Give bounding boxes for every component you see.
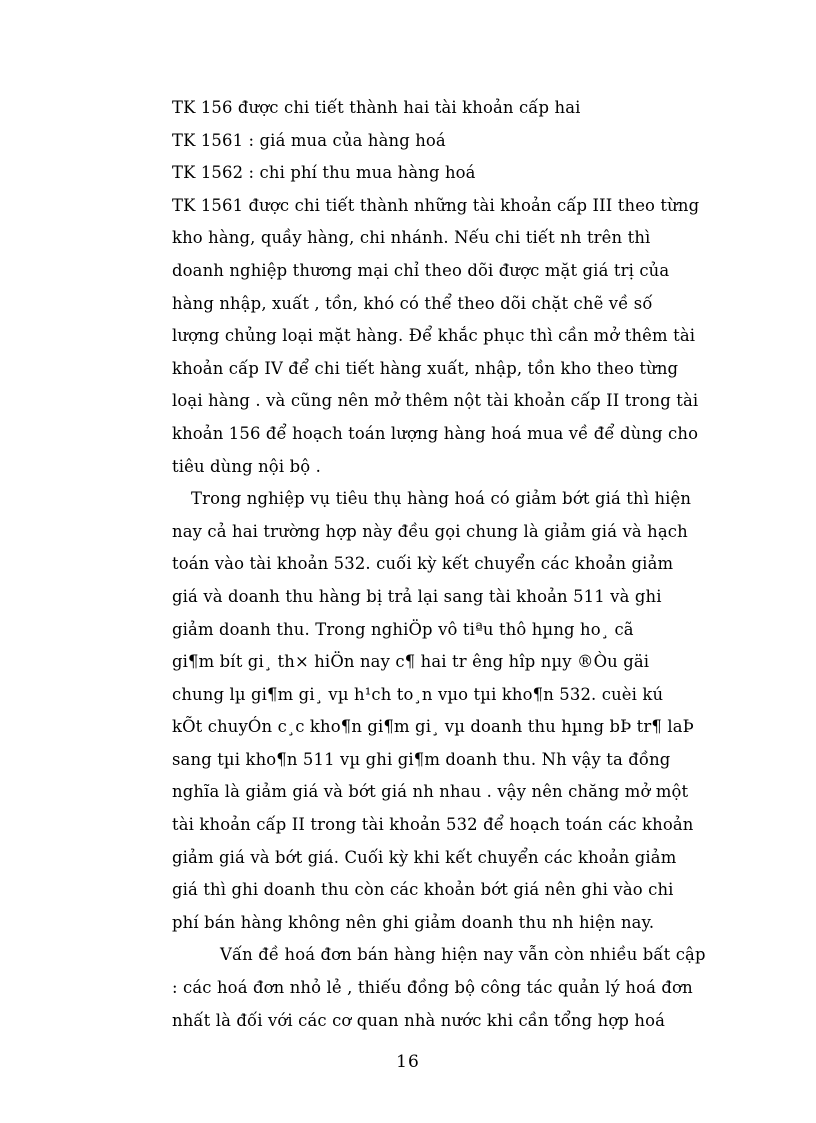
page-number: 16 [396,1052,420,1072]
text-line: nhất là đối với các cơ quan nhà nước khi cần tổng hợp hoá [172,1010,666,1030]
text-line: TK 1561 được chi tiết thành những tài khoản cấp III theo từng [172,195,700,215]
text-line: giảm doanh thu. Trong nghiÖp vô tiªu thô hµng ho¸ cã [172,619,634,639]
text-line: giảm giá và bớt giá. Cuối kỳ khi kết chuyển các khoản giảm [172,847,677,867]
body-text [172,92,752,1037]
text-line: tiêu dùng nội bộ . [172,456,321,476]
text-line: nay cả hai trường hợp này đều gọi chung là giảm giá và hạch [172,521,688,541]
text-line: loại hàng . và cũng nên mở thêm nột tài khoản cấp II trong tài [172,391,699,411]
text-line: TK 156 được chi tiết thành hai tài khoản cấp hai [172,98,581,117]
text-line: tài khoản cấp II trong tài khoản 532 để hoạch toán các khoản [172,815,694,835]
text-line: giá và doanh thu hàng bị trả lại sang tài khoản 511 và ghi [172,586,662,606]
text-line: lượng chủng loại mặt hàng. Để khắc phục thì cần mở thêm tài [172,326,696,346]
text-line: nghĩa là giảm giá và bớt giá nh nhau . vậy nên chăng mở một [172,782,689,802]
text-line: phí bán hàng không nên ghi giảm doanh thu nh hiện nay. [172,912,655,932]
text-line: sang tµi kho¶n 511 vµ ghi gi¶m doanh thu. Nh vậy ta đồng [172,749,671,769]
text-line: Vấn đề hoá đơn bán hàng hiện nay vẫn còn nhiều bất cập [220,945,706,965]
text-line: kho hàng, quầy hàng, chi nhánh. Nếu chi tiết nh trên thì [172,228,651,248]
text-line: : các hoá đơn nhỏ lẻ , thiếu đồng bộ công tác quản lý hoá đơn [172,978,693,998]
text-line: kÕt chuyÓn c¸c kho¶n gi¶m gi¸ vµ doanh thu hµng bÞ tr¶ laÞ [172,717,694,737]
text-line: hàng nhập, xuất , tồn, khó có thể theo dõi chặt chẽ về số [172,293,653,313]
text-line: gi¶m bít gi¸ th× hiÖn nay c¶ hai tr êng hîp nµy ®Òu gäi [172,652,650,672]
text-line: doanh nghiệp thương mại chỉ theo dõi được mặt giá trị của [172,260,670,280]
text-line: khoản 156 để hoạch toán lượng hàng hoá mua về để dùng cho [172,423,699,443]
text-line: TK 1561 : giá mua của hàng hoá [172,130,446,150]
text-line: TK 1562 : chi phí thu mua hàng hoá [172,163,476,183]
text-line: toán vào tài khoản 532. cuối kỳ kết chuyển các khoản giảm [172,554,674,574]
text-line: chung lµ gi¶m gi¸ vµ h¹ch to¸n vµo tµi kho¶n 532. cuèi kú [172,684,664,704]
text-line: Trong nghiệp vụ tiêu thụ hàng hoá có giảm bớt giá thì hiện [191,489,692,509]
text-line: giá thì ghi doanh thu còn các khoản bớt giá nên ghi vào chi [172,880,674,900]
text-line: khoản cấp IV để chi tiết hàng xuất, nhập, tồn kho theo từng [172,358,679,378]
